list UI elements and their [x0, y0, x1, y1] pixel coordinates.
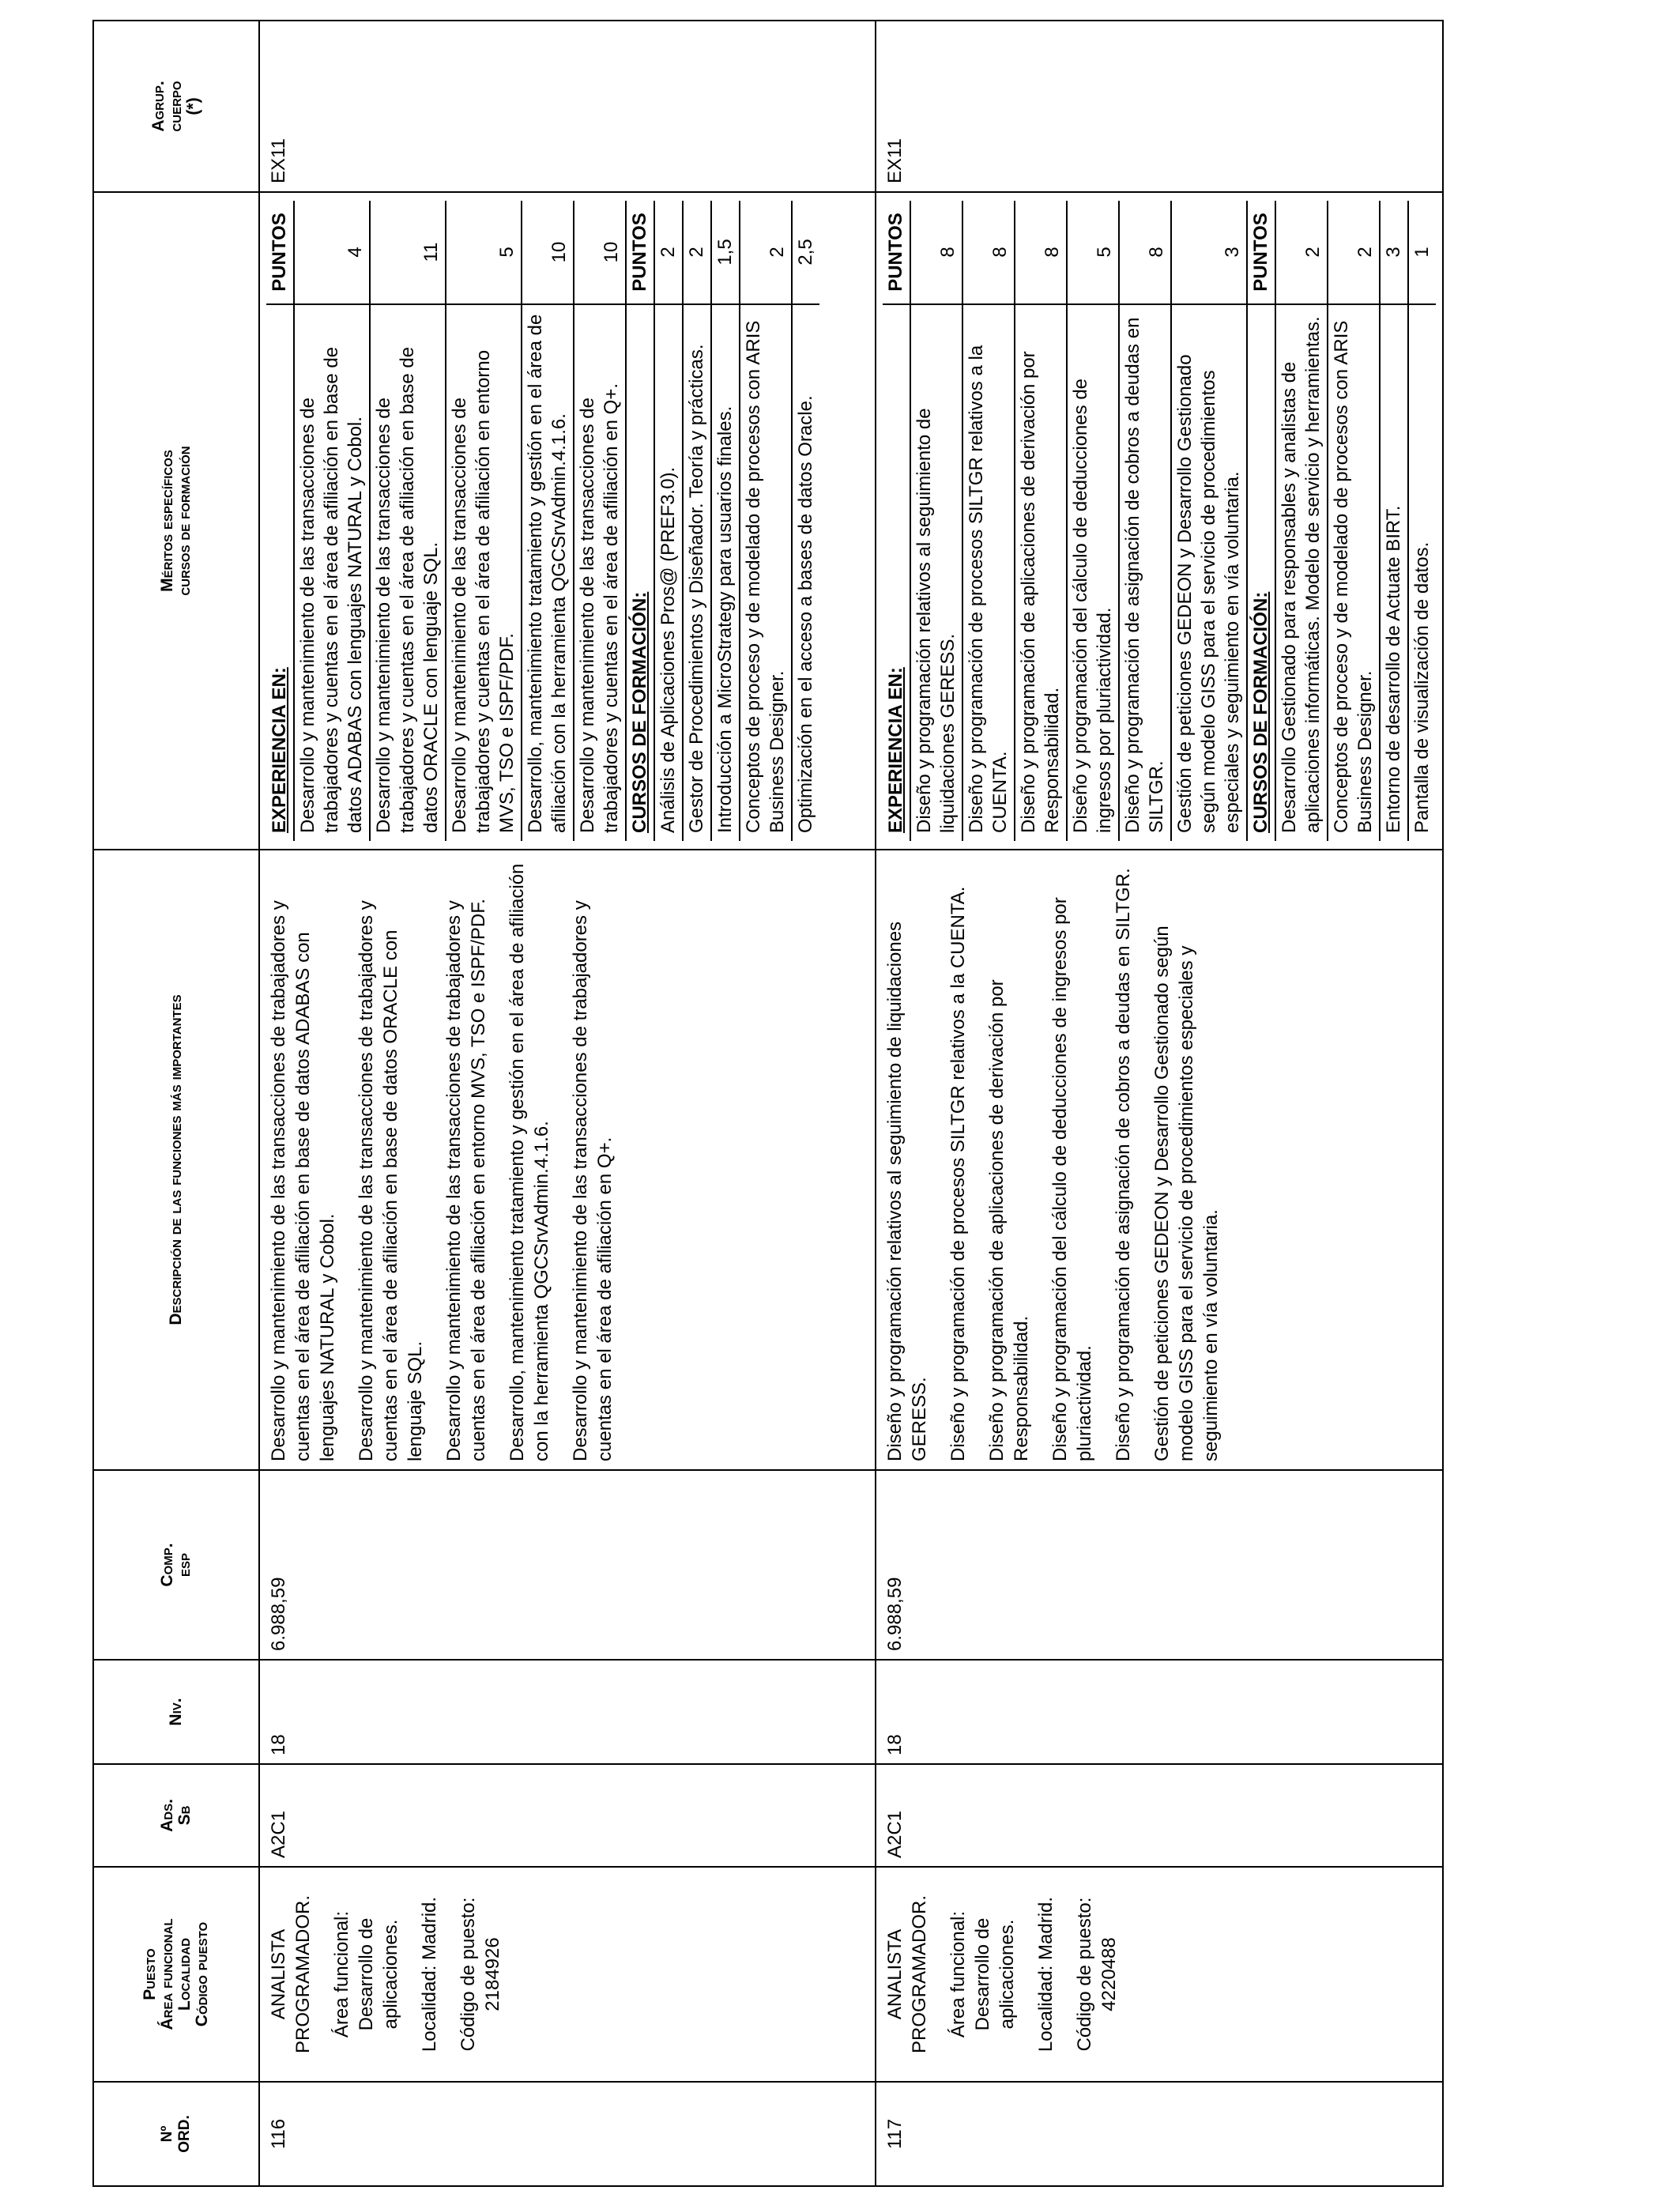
table-row — [259, 21, 876, 2186]
curso-row — [1328, 201, 1380, 841]
funcion-item: Desarrollo y mantenimiento de las transacciones de trabajadores y cuentas en el área de afiliación en Q+. — [570, 900, 616, 1461]
curso-text: Pantalla de visualización de datos. — [1411, 541, 1433, 833]
curso-text: Gestor de Procedimientos y Diseñador. Teoría y prácticas. — [683, 304, 711, 841]
row-meritos — [876, 192, 1443, 850]
row-ads: A2C1 — [259, 1764, 876, 1867]
header-ads-line2: Sb — [175, 1805, 194, 1826]
merit-text: Diseño y programación de asignación de cobros a deudas en SILTGR. — [1119, 304, 1171, 841]
curso-points: 2 — [1328, 201, 1380, 304]
curso-row — [1275, 201, 1328, 841]
row-num: 116 — [259, 2082, 876, 2186]
puntos-label: PUNTOS — [266, 201, 294, 304]
merit-text: Diseño y programación de procesos SILTGR relativos a la CUENTA. — [962, 304, 1015, 841]
merit-text: Desarrollo y mantenimiento de las transacciones de trabajadores y cuentas en el área de afiliación en base de datos ADABAS con lenguajes NATURAL y Cobol. — [294, 304, 370, 841]
merit-text: Diseño y programación del cálculo de deducciones de ingresos por pluriactividad. — [1067, 304, 1119, 841]
curso-text: Optimización en el acceso a bases de datos Oracle. — [795, 395, 816, 833]
funcion-item: Desarrollo y mantenimiento de las transacciones de trabajadores y cuentas en el área de afiliación en entorno MVS, TSO e ISPF/PDF. — [443, 899, 489, 1461]
curso-points: 2 — [683, 201, 711, 304]
merit-points: 8 — [1015, 201, 1067, 304]
row-puesto-title: ANALISTA PROGRAMADOR. — [884, 1895, 930, 2054]
merit-points: 11 — [370, 201, 446, 304]
merit-points: 5 — [446, 201, 522, 304]
puntos-label: PUNTOS — [883, 201, 910, 304]
header-puesto-line1: Puesto — [141, 1948, 159, 2000]
row-niv: 18 — [876, 1660, 1443, 1764]
curso-points: 2 — [740, 201, 792, 304]
header-meritos-line2: cursos de formación — [175, 446, 194, 596]
curso-points: 1,5 — [711, 201, 740, 304]
curso-points: 2,5 — [792, 201, 819, 304]
merit-text: Gestión de peticiones GEDEON y Desarrollo Gestionado según modelo GISS para el servicio de procedimientos especiales y seguimiento en vía voluntaria. — [1171, 304, 1247, 841]
header-agrup-line3: (*) — [184, 97, 202, 115]
header-num — [93, 2082, 259, 2186]
header-puesto — [93, 1867, 259, 2082]
merit-row — [522, 201, 574, 841]
merit-row — [1119, 201, 1171, 841]
funcion-item: Diseño y programación de asignación de cobros a deudas en SILTGR. — [1113, 868, 1134, 1461]
row-area-funcional: Área funcional: Desarrollo de aplicaciones. — [331, 1910, 401, 2038]
cursos-header-row — [626, 201, 654, 841]
header-agrup-line2: cuerpo — [167, 81, 185, 132]
header-meritos-line1: Méritos específicos — [158, 450, 176, 592]
funcion-item: Gestión de peticiones GEDEON y Desarrollo Gestionado según modelo GISS para el servicio de procedimientos especiales y seguimiento en vía voluntaria. — [1151, 925, 1222, 1461]
merit-row — [574, 201, 626, 841]
merit-points: 10 — [522, 201, 574, 304]
header-comp — [93, 1470, 259, 1660]
rotated-document-page — [92, 21, 1433, 2187]
merit-text: Desarrollo, mantenimiento tratamiento y gestión en el área de afiliación con la herramienta QGCSrvAdmin.4.1.6. — [522, 304, 574, 841]
row-codigo-label: Código de puesto: — [1074, 1897, 1095, 2052]
funcion-item: Desarrollo y mantenimiento de las transacciones de trabajadores y cuentas en el área de afiliación en base de datos ADABAS con lenguajes NATURAL y Cobol. — [268, 900, 338, 1461]
experiencia-label: EXPERIENCIA EN: — [883, 304, 910, 841]
row-ads: A2C1 — [876, 1764, 1443, 1867]
merit-points: 3 — [1171, 201, 1247, 304]
curso-points: 2 — [1275, 201, 1328, 304]
curso-row — [1380, 201, 1408, 841]
row-localidad: Localidad: Madrid. — [419, 1896, 440, 2053]
curso-points: 2 — [654, 201, 683, 304]
curso-row — [792, 201, 819, 841]
header-niv — [93, 1660, 259, 1764]
puntos-label: PUNTOS — [1247, 201, 1275, 304]
table-row — [876, 21, 1443, 2186]
merit-points: 8 — [962, 201, 1015, 304]
header-num-line1: Nº — [159, 2125, 175, 2143]
cursos-label: CURSOS DE FORMACIÓN: — [1247, 304, 1275, 841]
row-num: 117 — [876, 2082, 1443, 2186]
positions-table — [92, 20, 1444, 2187]
row-niv: 18 — [259, 1660, 876, 1764]
meritos-subtable — [266, 201, 819, 841]
row-codigo-label: Código de puesto: — [458, 1897, 479, 2052]
funcion-item: Diseño y programación de procesos SILTGR relativos a la CUENTA. — [947, 886, 969, 1461]
curso-text: Análisis de Aplicaciones Pros@ (PREF3.0). — [654, 304, 683, 841]
puntos-label: PUNTOS — [626, 201, 654, 304]
header-descripcion-label: Descripción de las funciones más importantes — [167, 994, 185, 1325]
merit-points: 8 — [910, 201, 962, 304]
row-codigo: 2184926 — [482, 1937, 503, 2011]
funcion-item: Desarrollo, mantenimiento tratamiento y gestión en el área de afiliación con la herramienta QGCSrvAdmin.4.1.6. — [507, 863, 552, 1461]
row-puesto-cell — [876, 1867, 1443, 2082]
merit-text: Diseño y programación de aplicaciones de derivación por Responsabilidad. — [1015, 304, 1067, 841]
curso-points: 1 — [1408, 201, 1436, 304]
header-puesto-line3: Localidad — [175, 1938, 194, 2011]
funcion-item: Diseño y programación de aplicaciones de derivación por Responsabilidad. — [986, 979, 1032, 1461]
header-niv-label: Niv. — [167, 1698, 185, 1726]
curso-row — [654, 201, 683, 841]
merit-row — [1171, 201, 1247, 841]
curso-text: Conceptos de proceso y de modelado de procesos con ARIS Business Designer. — [740, 304, 792, 841]
merit-text: Desarrollo y mantenimiento de las transacciones de trabajadores y cuentas en el área de afiliación en base de datos ORACLE con lenguaje SQL. — [370, 304, 446, 841]
header-agrup-line1: Agrup. — [149, 81, 168, 132]
row-localidad: Localidad: Madrid. — [1035, 1896, 1057, 2053]
merit-points: 8 — [1119, 201, 1171, 304]
merit-row — [370, 201, 446, 841]
merit-row — [910, 201, 962, 841]
row-funciones — [259, 850, 876, 1470]
curso-row — [740, 201, 792, 841]
merit-text: Desarrollo y mantenimiento de las transacciones de trabajadores y cuentas en el área de afiliación en Q+. — [574, 304, 626, 841]
cursos-label: CURSOS DE FORMACIÓN: — [626, 304, 654, 841]
row-meritos — [259, 192, 876, 850]
row-agrup: EX11 — [876, 21, 1443, 192]
curso-points: 3 — [1380, 201, 1408, 304]
header-descripcion — [93, 850, 259, 1470]
header-ads-line1: Ads. — [158, 1799, 176, 1832]
row-puesto-title: ANALISTA PROGRAMADOR. — [268, 1895, 314, 2054]
meritos-subtable — [883, 201, 1436, 841]
curso-text: Introducción a MicroStrategy para usuarios finales. — [711, 304, 740, 841]
header-puesto-line2: Área funcional — [158, 1918, 176, 2030]
merit-points: 5 — [1067, 201, 1119, 304]
curso-row — [683, 201, 711, 841]
row-area-funcional: Área funcional: Desarrollo de aplicaciones. — [947, 1910, 1018, 2038]
merit-row — [1015, 201, 1067, 841]
experiencia-label: EXPERIENCIA EN: — [266, 304, 294, 841]
merit-row — [446, 201, 522, 841]
merit-points: 10 — [574, 201, 626, 304]
merit-row — [1067, 201, 1119, 841]
curso-row — [1408, 201, 1436, 841]
row-comp: 6.988,59 — [259, 1470, 876, 1660]
row-comp: 6.988,59 — [876, 1470, 1443, 1660]
merit-points: 4 — [294, 201, 370, 304]
curso-text: Conceptos de proceso y de modelado de procesos con ARIS Business Designer. — [1328, 304, 1380, 841]
funcion-item: Diseño y programación relativos al seguimiento de liquidaciones GERESS. — [884, 921, 930, 1461]
curso-text: Desarrollo Gestionado para responsables y analistas de aplicaciones informáticas. Modelo de servicio y herramientas. — [1275, 304, 1328, 841]
header-agrup — [93, 21, 259, 192]
row-agrup: EX11 — [259, 21, 876, 192]
merit-row — [294, 201, 370, 841]
header-puesto-line4: Código puesto — [193, 1921, 211, 2027]
funcion-item: Desarrollo y mantenimiento de las transacciones de trabajadores y cuentas en el área de afiliación en base de datos ORACLE con lenguaje SQL. — [356, 900, 426, 1461]
cursos-header-row — [1247, 201, 1275, 841]
header-comp-line1: Comp. — [158, 1543, 176, 1587]
curso-row — [711, 201, 740, 841]
row-funciones — [876, 850, 1443, 1470]
header-num-line2: ORD. — [176, 2115, 193, 2153]
header-meritos — [93, 192, 259, 850]
row-puesto-cell — [259, 1867, 876, 2082]
merit-header-row — [266, 201, 294, 841]
merit-text: Desarrollo y mantenimiento de las transacciones de trabajadores y cuentas en el área de afiliación en entorno MVS, TSO e ISPF/PDF. — [446, 304, 522, 841]
row-codigo: 4220488 — [1098, 1937, 1120, 2011]
merit-text: Diseño y programación relativos al seguimiento de liquidaciones GERESS. — [910, 304, 962, 841]
header-comp-line2: esp — [175, 1553, 194, 1578]
header-ads — [93, 1764, 259, 1867]
header-row — [93, 21, 259, 2186]
merit-header-row — [883, 201, 910, 841]
funcion-item: Diseño y programación del cálculo de deducciones de ingresos por pluriactividad. — [1049, 897, 1095, 1461]
merit-row — [962, 201, 1015, 841]
curso-text: Entorno de desarrollo de Actuate BIRT. — [1380, 304, 1408, 841]
